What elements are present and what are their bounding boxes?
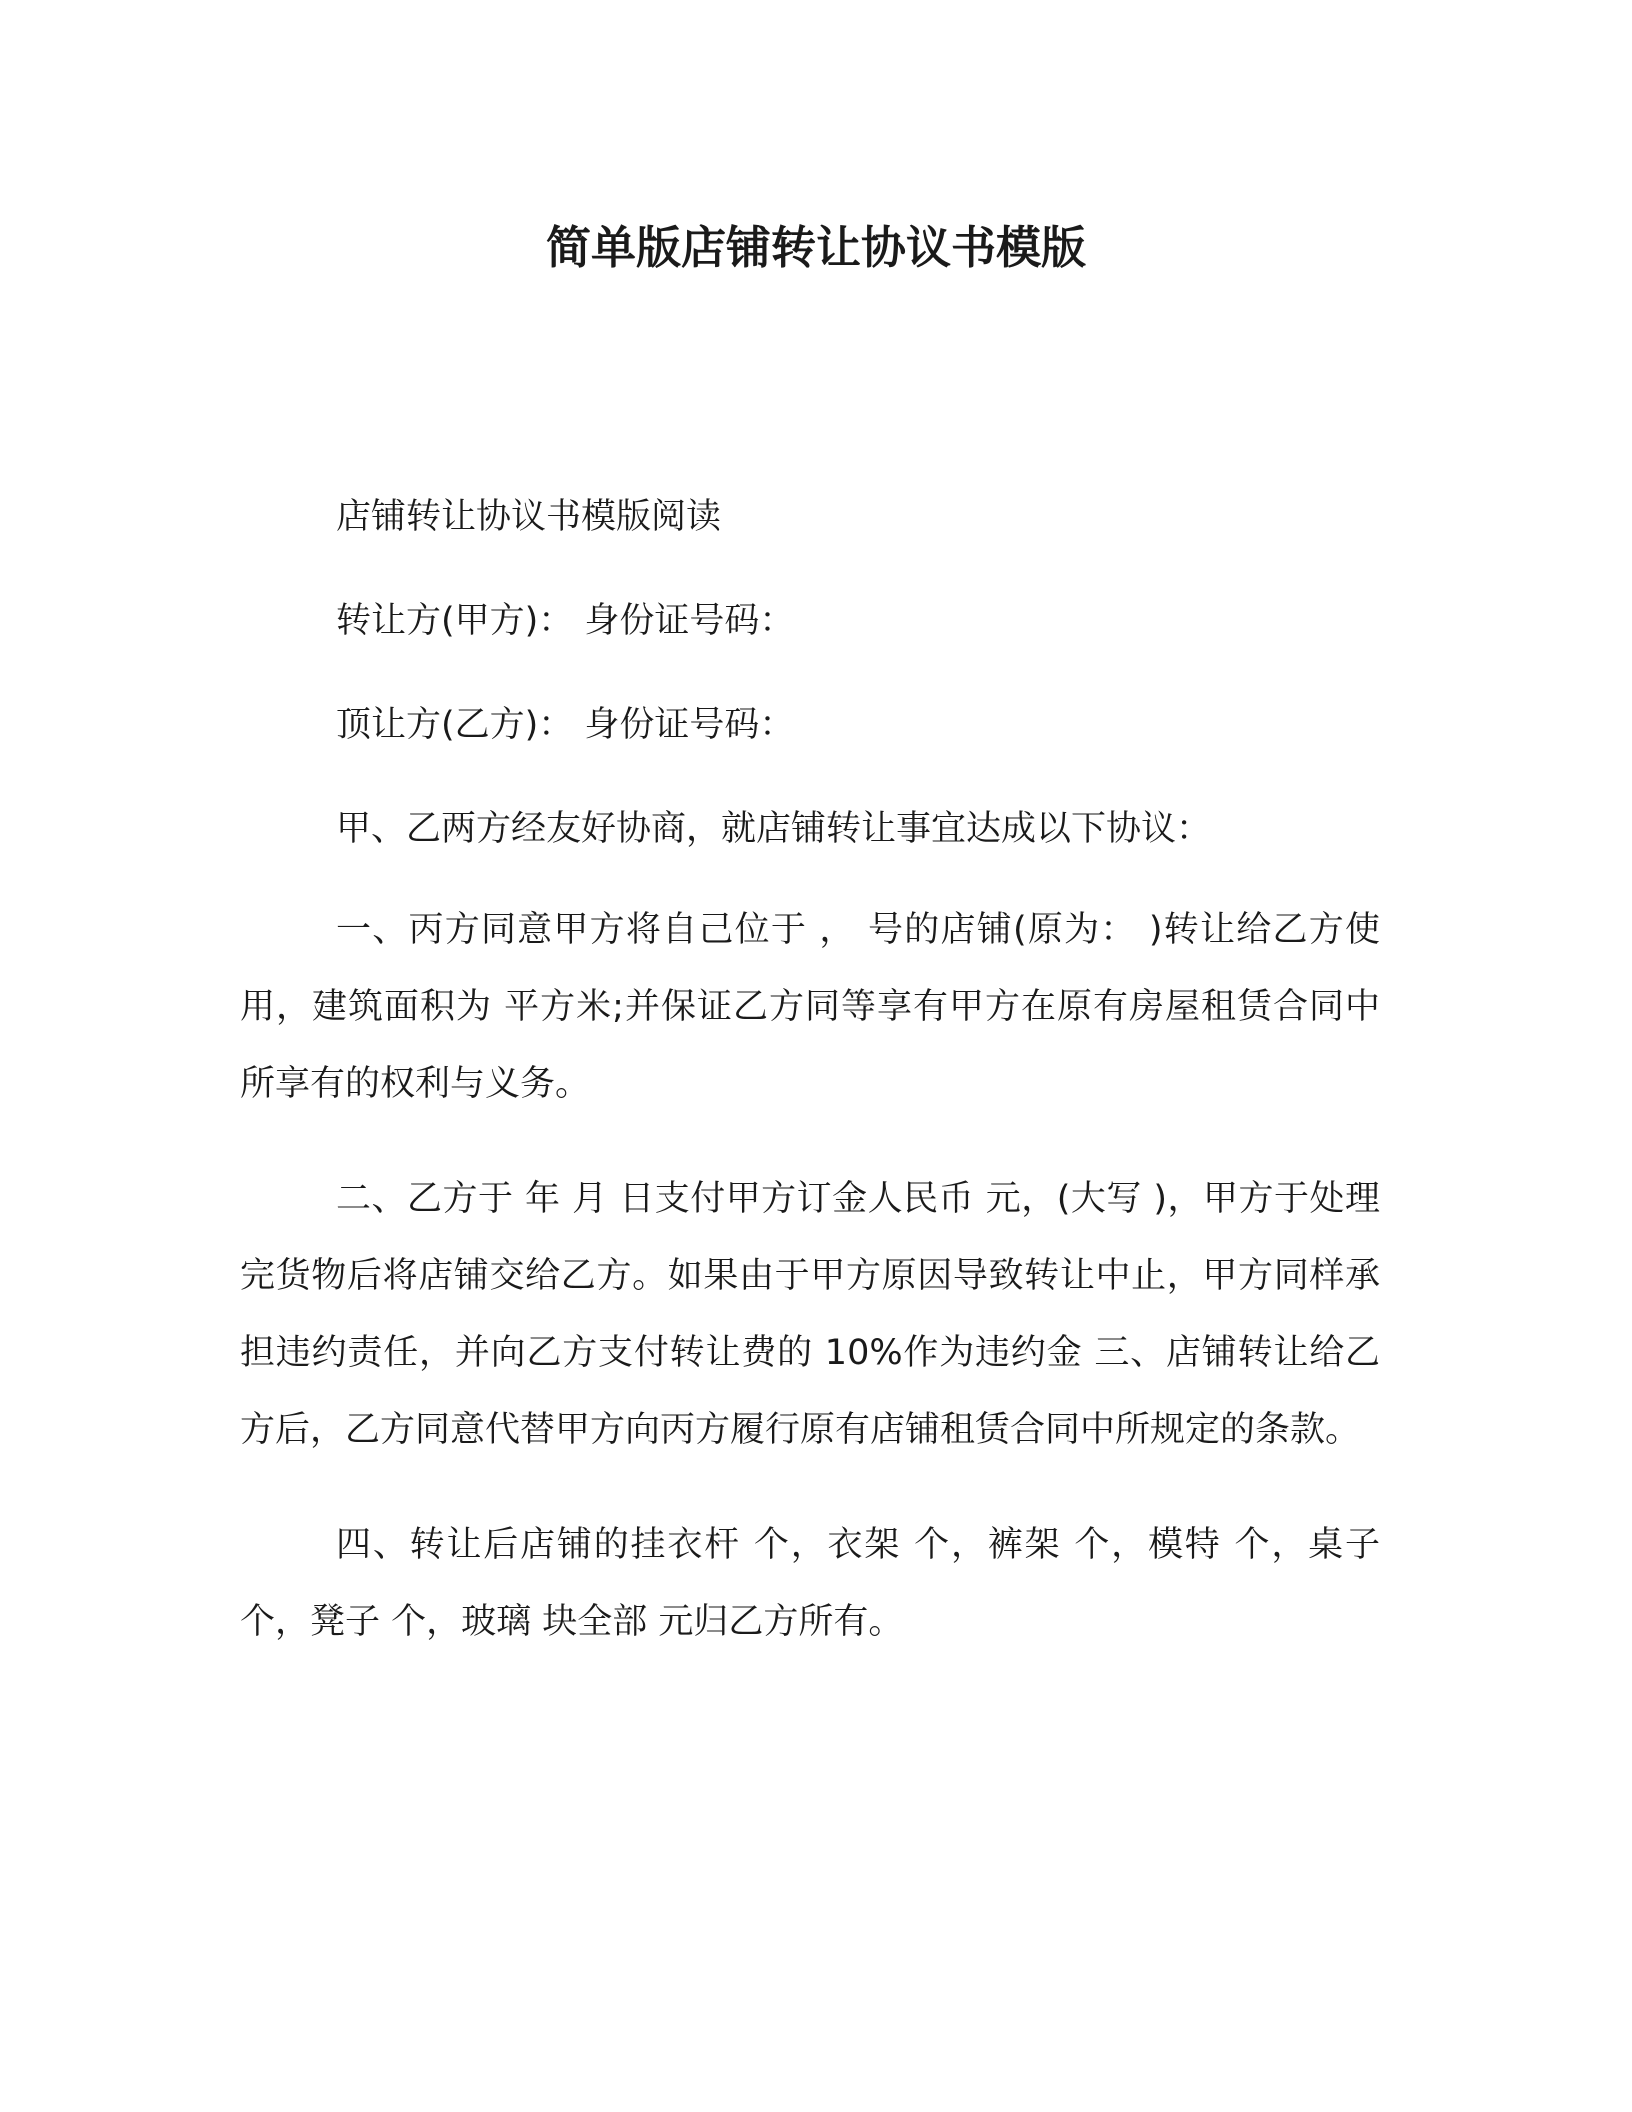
clause-1: 一、丙方同意甲方将自己位于 ， 号的店铺(原为： )转让给乙方使用，建筑面积为 平方米;并保证乙方同等享有甲方在原有房屋租赁合同中所享有的权利与义务。 — [240, 910, 1380, 1104]
document-body — [240, 492, 1380, 1661]
clause-2-3: 二、乙方于 年 月 日支付甲方订金人民币 元，(大写 )，甲方于处理完货物后将店铺交给乙方。如果由于甲方原因导致转让中止，甲方同样承担违约责任，并向乙方支付转让费的 10%作为违约金 三、店铺转让给乙方后，乙方同意代替甲方向丙方履行原有店铺租赁合同中所规定的条款。 — [240, 1179, 1380, 1450]
party-a-line: 转让方(甲方)： 身份证号码： — [336, 601, 795, 641]
document-title: 简单版店铺转让协议书模版 — [545, 221, 1086, 274]
document-subtitle: 店铺转让协议书模版阅读 — [336, 497, 722, 537]
clause-4: 四、转让后店铺的挂衣杆 个，衣架 个，裤架 个，模特 个，桌子个，凳子 个，玻璃 块全部 元归乙方所有。 — [240, 1525, 1380, 1642]
intro-line: 甲、乙两方经友好协商，就店铺转让事宜达成以下协议： — [336, 809, 1212, 849]
party-b-line: 顶让方(乙方)： 身份证号码： — [336, 705, 795, 745]
